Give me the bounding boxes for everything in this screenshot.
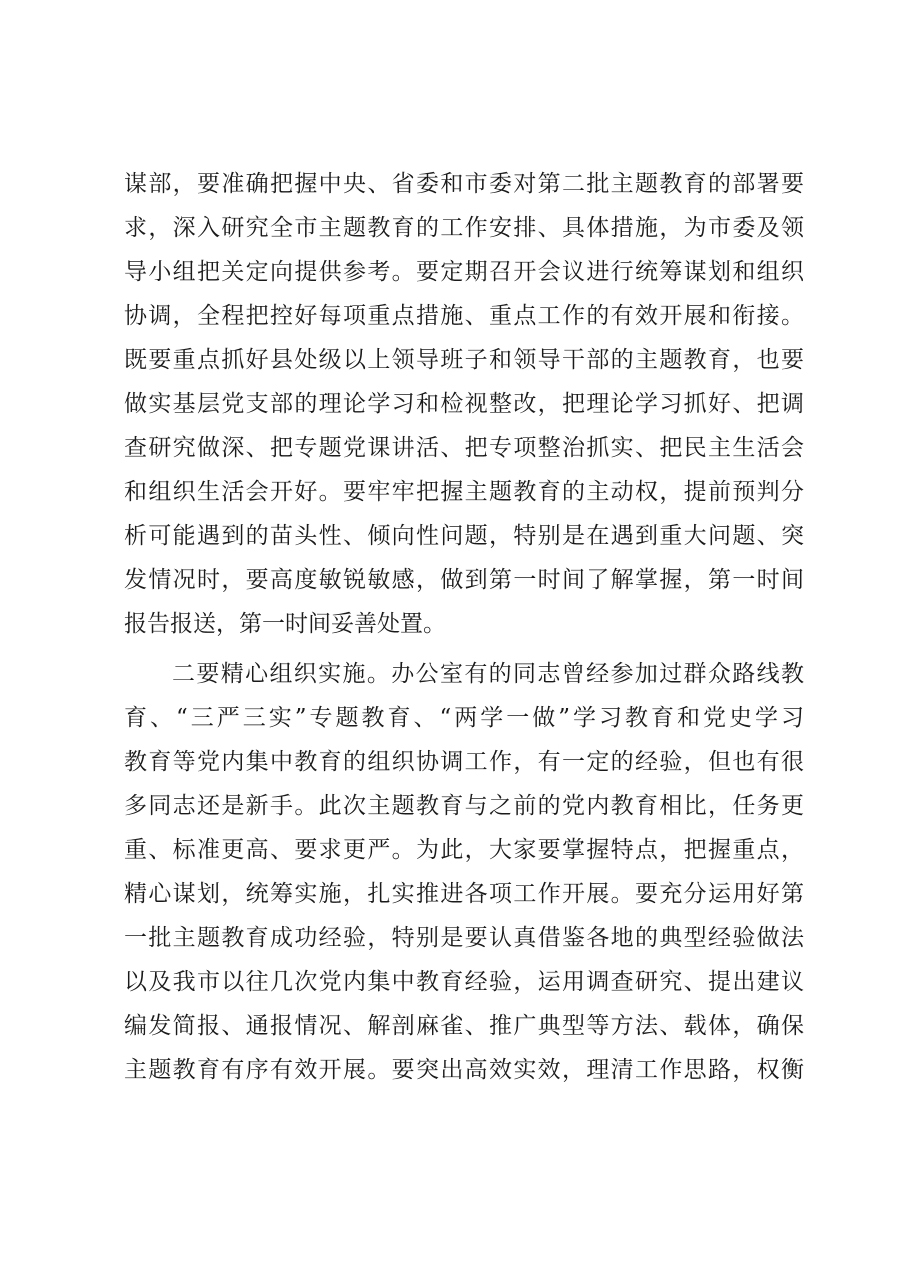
text-line: 重、标准更高、要求更严。为此，大家要掌握特点，把握重点， xyxy=(124,837,804,863)
paragraph-first-line: 二要精心组织实施。办公室有的同志曾经参加过群众路线教 xyxy=(172,661,804,687)
text-line: 教育等党内集中教育的组织协调工作，有一定的经验，但也有很 xyxy=(124,749,804,775)
text-line: 导小组把关定向提供参考。要定期召开会议进行统筹谋划和组织 xyxy=(124,259,804,285)
text-line: 多同志还是新手。此次主题教育与之前的党内教育相比，任务更 xyxy=(124,793,804,819)
text-line: 谋部，要准确把握中央、省委和市委对第二批主题教育的部署要 xyxy=(124,171,804,197)
text-line: 求，深入研究全市主题教育的工作安排、具体措施，为市委及领 xyxy=(124,215,804,241)
text-line: 主题教育有序有效开展。要突出高效实效，理清工作思路，权衡 xyxy=(124,1057,804,1083)
text-line: 析可能遇到的苗头性、倾向性问题，特别是在遇到重大问题、突 xyxy=(124,523,804,549)
text-line: 精心谋划，统筹实施，扎实推进各项工作开展。要充分运用好第 xyxy=(124,881,804,907)
text-line: 编发简报、通报情况、解剖麻雀、推广典型等方法、载体，确保 xyxy=(124,1013,804,1039)
text-line: 育、“三严三实”专题教育、“两学一做”学习教育和党史学习 xyxy=(124,705,804,731)
text-line: 查研究做深、把专题党课讲活、把专项整治抓实、把民主生活会 xyxy=(124,435,804,461)
text-line: 和组织生活会开好。要牢牢把握主题教育的主动权，提前预判分 xyxy=(124,479,804,505)
text-line: 报告报送，第一时间妥善处置。 xyxy=(124,611,446,637)
text-line: 发情况时，要高度敏锐敏感，做到第一时间了解掌握，第一时间 xyxy=(124,567,804,593)
text-line: 既要重点抓好县处级以上领导班子和领导干部的主题教育，也要 xyxy=(124,347,804,373)
text-line: 以及我市以往几次党内集中教育经验，运用调查研究、提出建议 xyxy=(124,969,804,995)
text-line: 一批主题教育成功经验，特别是要认真借鉴各地的典型经验做法 xyxy=(124,925,804,951)
text-line: 协调，全程把控好每项重点措施、重点工作的有效开展和衔接。 xyxy=(124,303,804,329)
text-line: 做实基层党支部的理论学习和检视整改，把理论学习抓好、把调 xyxy=(124,391,804,417)
